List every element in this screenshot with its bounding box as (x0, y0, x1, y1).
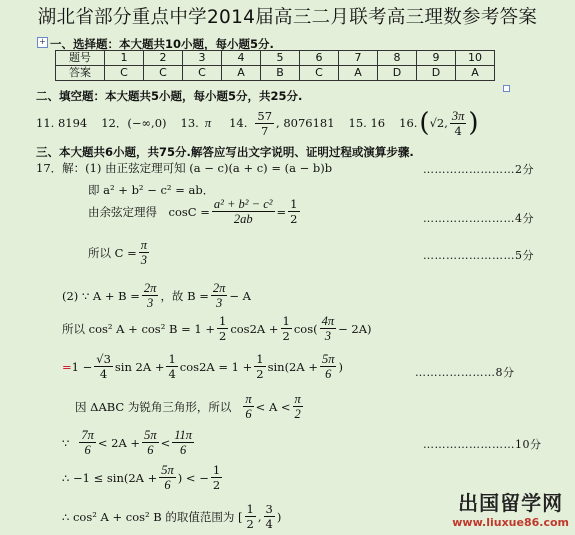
result-close: ) (276, 509, 282, 524)
answer-15: 15. 16 (348, 116, 386, 130)
angle-fraction (142, 428, 159, 457)
range-mid: < 2A + (97, 435, 141, 450)
fraction-numerator: π (294, 392, 301, 406)
answer-14: 14. (229, 116, 248, 130)
expr-prefix: 1 − (71, 359, 93, 374)
p17-line4 (88, 238, 151, 267)
fraction-denominator: 2 (282, 329, 290, 343)
angle-fraction (159, 463, 176, 492)
table-header-cell: 题号 (56, 51, 105, 66)
result-prefix: ∴ cos² A + cos² B 的取值范围为 [ (62, 509, 243, 524)
fraction-denominator: 4 (265, 517, 273, 531)
table-cell: C (183, 66, 222, 81)
move-handle-icon[interactable]: + (37, 37, 48, 48)
p17-line9 (62, 428, 196, 457)
fraction-denominator: 6 (164, 478, 171, 492)
expr-cos: cos2A = 1 + (179, 359, 253, 374)
range-lt: < (160, 435, 171, 450)
because-symbol: ∵ (62, 435, 70, 450)
cos2-tail: − 2A) (338, 321, 372, 336)
p17-line7 (62, 352, 343, 381)
upper-bound-fraction (293, 392, 303, 421)
lower-bound-fraction (243, 392, 253, 421)
table-cell: 4 (222, 51, 261, 66)
fraction-denominator: 6 (147, 443, 154, 457)
b-fraction (211, 281, 228, 310)
score-10: ……………………10分 (423, 438, 542, 451)
table-cell: C (300, 66, 339, 81)
fraction-numerator: 2π (212, 281, 226, 295)
table-cell: 6 (300, 51, 339, 66)
answer-16-close-paren: ) (468, 108, 479, 138)
fraction-denominator: 2 (246, 517, 254, 531)
result-comma: , (257, 509, 262, 524)
table-header-cell: 答案 (56, 66, 105, 81)
p17-line8 (75, 392, 305, 421)
watermark-logo: 出国留学网 (458, 491, 564, 515)
answer-16: 16. (399, 116, 418, 130)
p17-line11 (62, 502, 281, 531)
answer-14-fraction (255, 109, 274, 138)
sin-range-prefix: ∴ −1 ≤ sin(2A + (62, 470, 158, 485)
fraction-numerator: 1 (246, 502, 254, 516)
fraction-numerator: 1 (290, 197, 298, 211)
fraction-numerator: 2π (143, 281, 157, 295)
fraction-denominator: 2 (256, 367, 264, 381)
answer-12: 12．(−∞,0) (101, 116, 167, 130)
fraction-denominator: 6 (245, 407, 252, 421)
section1-label: 一、选择题：本大题共10小题，每小题5分. (50, 37, 274, 51)
fraction-denominator: 2 (218, 329, 227, 343)
table-cell: C (105, 66, 144, 81)
table-cell: C (144, 66, 183, 81)
section3-label: 三、本大题共6小题，共75分.解答应写出文字说明、证明过程或演算步骤. (36, 145, 414, 159)
equals-sign: = (276, 204, 287, 219)
fraction-denominator: 6 (325, 367, 332, 381)
table-cell: 5 (261, 51, 300, 66)
table-cell: A (456, 66, 495, 81)
c-prefix: 所以 C = (88, 245, 137, 260)
page-title: 湖北省部分重点中学2014届高三二月联考高三理数参考答案 (37, 7, 538, 28)
c-fraction (139, 238, 149, 267)
p17-line6 (62, 314, 372, 343)
expr-sin2: sin(2A + (267, 359, 318, 374)
fraction-numerator: 5π (321, 352, 335, 366)
table-cell: 8 (378, 51, 417, 66)
p17-line5 (62, 281, 251, 310)
expr-close: ) (338, 359, 343, 374)
fraction-numerator: 1 (256, 352, 264, 366)
fraction-denominator: 3 (324, 329, 331, 343)
fraction-denominator: 2 (294, 407, 301, 421)
answer-16-fraction (450, 109, 467, 138)
fraction-numerator: 1 (168, 352, 176, 366)
p17-line10 (62, 463, 224, 492)
fraction-denominator: 7 (261, 123, 269, 138)
score-5: ……………………5分 (423, 249, 534, 262)
cos2-mid: cos2A + (230, 321, 279, 336)
watermark-url: www.liuxue86.com (452, 516, 569, 529)
answer-14-rest: , 8076181 (276, 116, 335, 130)
table-cell: 7 (339, 51, 378, 66)
fraction-denominator: 2 (290, 212, 298, 226)
quarter-fraction (166, 352, 177, 381)
fraction-numerator: 5π (144, 428, 157, 442)
lower-fraction (79, 428, 96, 457)
fraction-numerator: 3 (265, 502, 273, 516)
p17-line2: 即 a² + b² − c² = ab． (88, 183, 215, 197)
fraction-numerator: π (245, 392, 252, 406)
table-cell: A (222, 66, 261, 81)
fraction-denominator: 2 (212, 478, 221, 492)
table-cell: D (417, 66, 456, 81)
table-cell: A (339, 66, 378, 81)
answer-table (55, 50, 495, 81)
fraction-numerator: 4π (321, 314, 335, 328)
fraction-numerator: 11π (174, 428, 193, 442)
fraction-numerator: 3π (451, 108, 465, 123)
fraction-denominator: 3 (140, 253, 147, 267)
result-lower-fraction (245, 502, 256, 531)
fraction-numerator: √3 (96, 352, 111, 366)
upper-fraction (172, 428, 194, 457)
fraction-numerator: 1 (218, 314, 227, 328)
fraction-denominator: 2ab (233, 212, 253, 226)
fraction-numerator: 57 (257, 108, 273, 123)
sin-range-mid: ) < − (177, 470, 209, 485)
part2-prefix: (2) ∵ A + B = (62, 288, 140, 303)
acute-prefix: 因 ΔABC 为锐角三角形，所以 (75, 399, 232, 414)
fill-blank-answers (36, 103, 479, 143)
p17-line3 (88, 197, 302, 226)
score-2: ……………………2分 (423, 163, 534, 176)
sqrt3-fraction (94, 352, 113, 381)
half-fraction (288, 197, 299, 226)
table-cell: 9 (417, 51, 456, 66)
answer-16-sqrt: √2, (429, 116, 448, 130)
table-cell: 10 (456, 51, 495, 66)
half-fraction (281, 314, 292, 343)
cos2-prefix: 所以 cos² A + cos² B = 1 + (62, 321, 215, 336)
answer-16-open-paren: ( (419, 108, 430, 138)
half-fraction (254, 352, 265, 381)
cos2-cos: cos( (293, 321, 318, 336)
fraction-denominator: 4 (454, 123, 462, 138)
cos-fraction (212, 197, 275, 226)
table-cell: D (378, 66, 417, 81)
fraction-numerator: 7π (81, 428, 94, 442)
fraction-numerator: π (140, 238, 148, 252)
result-upper-fraction (264, 502, 275, 531)
table-cell: B (261, 66, 300, 81)
half-fraction (211, 463, 222, 492)
part2-tail: − A (229, 288, 251, 303)
table-row (56, 66, 495, 81)
angle-fraction (320, 352, 337, 381)
angle-fraction (320, 314, 337, 343)
watermark (452, 487, 569, 529)
fraction-numerator: 1 (282, 314, 290, 328)
fraction-denominator: 4 (99, 367, 108, 381)
fraction-denominator: 4 (168, 367, 176, 381)
sum-fraction (142, 281, 159, 310)
highlight-equals-sign: = (62, 359, 72, 374)
fraction-denominator: 3 (147, 296, 154, 310)
section2-label: 二、填空题：本大题共5小题，每小题5分，共25分. (36, 89, 303, 103)
answer-13-value: π (204, 115, 212, 130)
score-4: ……………………4分 (423, 212, 534, 225)
fraction-numerator: 5π (161, 463, 174, 477)
fraction-denominator: 6 (84, 443, 91, 457)
half-fraction (217, 314, 228, 343)
answer-11: 11. 8194 (36, 116, 88, 130)
fraction-numerator: a² + b² − c² (213, 197, 273, 211)
score-8: …………………8分 (415, 366, 515, 379)
fraction-denominator: 3 (215, 296, 223, 310)
p17-line1: 17．解：(1) 由正弦定理可知 (a − c)(a + c) = (a − b)b (36, 161, 333, 175)
table-cell: 2 (144, 51, 183, 66)
cos-prefix: 由余弦定理得 cosC = (88, 204, 210, 219)
acute-mid: < A < (255, 399, 291, 414)
expr-sin: sin 2A + (114, 359, 165, 374)
part2-mid: ，故 B = (160, 288, 209, 303)
fraction-numerator: 1 (212, 463, 221, 477)
fraction-denominator: 6 (180, 443, 187, 457)
table-cell: 3 (183, 51, 222, 66)
table-row (56, 51, 495, 66)
table-cell: 1 (105, 51, 144, 66)
resize-handle-icon[interactable] (503, 85, 510, 92)
answer-13: 13. (180, 116, 199, 130)
